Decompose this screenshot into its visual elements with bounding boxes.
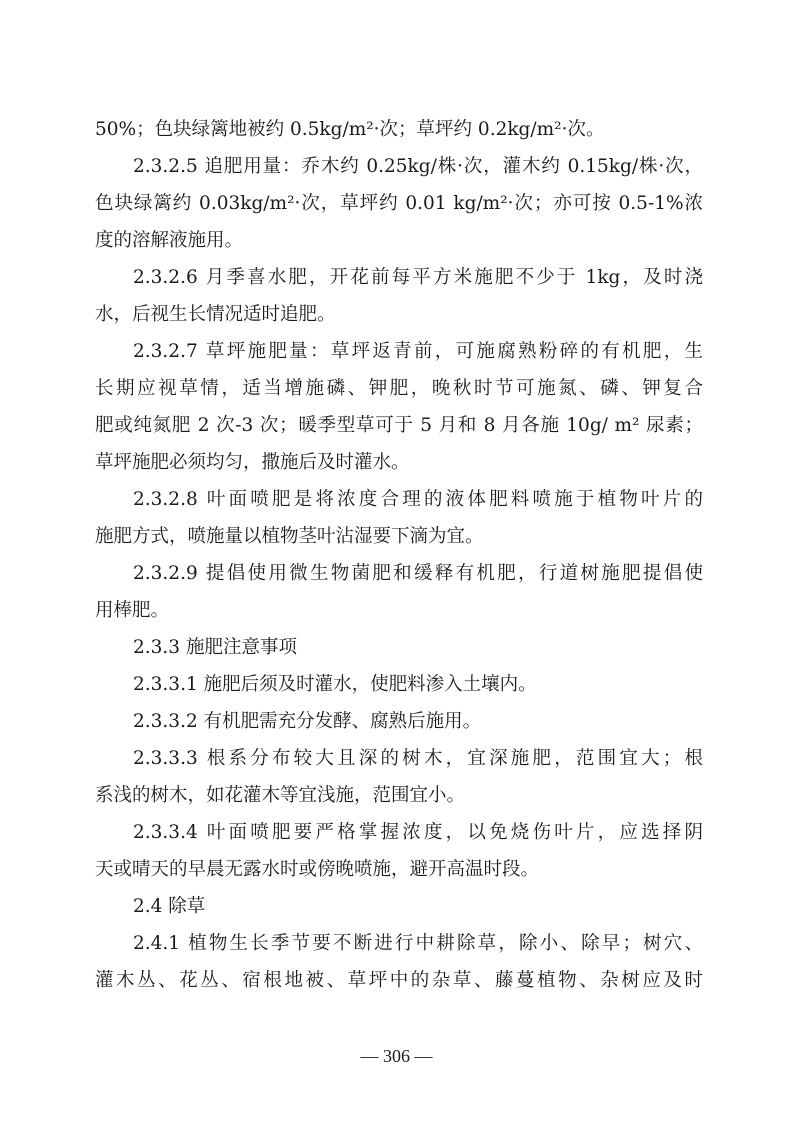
paragraph-line: 色块绿篱约 0.03kg/m²·次，草坪约 0.01 kg/m²·次；亦可按 0.5-1%浓 <box>95 193 703 214</box>
paragraph-line: 2.3.3.1 施肥后须及时灌水，使肥料渗入土壤内。 <box>133 674 537 695</box>
paragraph-line: 2.4.1 植物生长季节要不断进行中耕除草，除小、除早；树穴、 <box>133 933 703 954</box>
paragraph-line: 草坪施肥必须均匀，撒施后及时灌水。 <box>95 452 410 473</box>
paragraph-line: 系浅的树木，如花灌木等宜浅施，范围宜小。 <box>95 785 466 806</box>
paragraph-line: 用棒肥。 <box>95 600 170 621</box>
paragraph-line: 肥或纯氮肥 2 次-3 次；暖季型草可于 5 月和 8 月各施 10g/ m² 尿素； <box>95 415 703 436</box>
section-heading: 2.3.3 施肥注意事项 <box>133 637 297 658</box>
paragraph-line: 灌木丛、花丛、宿根地被、草坪中的杂草、藤蔓植物、杂树应及时 <box>95 970 703 991</box>
paragraph-line: 2.3.2.6 月季喜水肥，开花前每平方米施肥不少于 1kg，及时浇 <box>133 267 703 288</box>
paragraph-line: 施肥方式，喷施量以植物茎叶沾湿要下滴为宜。 <box>95 526 484 547</box>
section-heading: 2.4 除草 <box>133 896 206 917</box>
paragraph-line: 2.3.2.5 追肥用量：乔木约 0.25kg/株·次，灌木约 0.15kg/株·次， <box>133 156 703 177</box>
paragraph-line: 2.3.2.8 叶面喷肥是将浓度合理的液体肥料喷施于植物叶片的 <box>133 489 703 510</box>
paragraph-line: 2.3.3.4 叶面喷肥要严格掌握浓度，以免烧伤叶片，应选择阴 <box>133 822 703 843</box>
paragraph-line: 2.3.2.9 提倡使用微生物菌肥和缓释有机肥，行道树施肥提倡使 <box>133 563 703 584</box>
paragraph-line: 2.3.2.7 草坪施肥量：草坪返青前，可施腐熟粉碎的有机肥，生 <box>133 341 703 362</box>
paragraph-line: 天或晴天的早晨无露水时或傍晚喷施，避开高温时段。 <box>95 859 540 880</box>
paragraph-line: 长期应视草情，适当增施磷、钾肥，晚秋时节可施氮、磷、钾复合 <box>95 378 703 399</box>
paragraph-line: 度的溶解液施用。 <box>95 230 244 251</box>
paragraph-line: 50%；色块绿篱地被约 0.5kg/m²·次；草坪约 0.2kg/m²·次。 <box>95 119 605 140</box>
paragraph-line: 2.3.3.2 有机肥需充分发酵、腐熟后施用。 <box>133 711 482 732</box>
paragraph-line: 水，后视生长情况适时追肥。 <box>95 304 336 325</box>
paragraph-line: 2.3.3.3 根系分布较大且深的树木，宜深施肥，范围宜大；根 <box>133 748 703 769</box>
page-number: — 306 — <box>360 1046 433 1066</box>
